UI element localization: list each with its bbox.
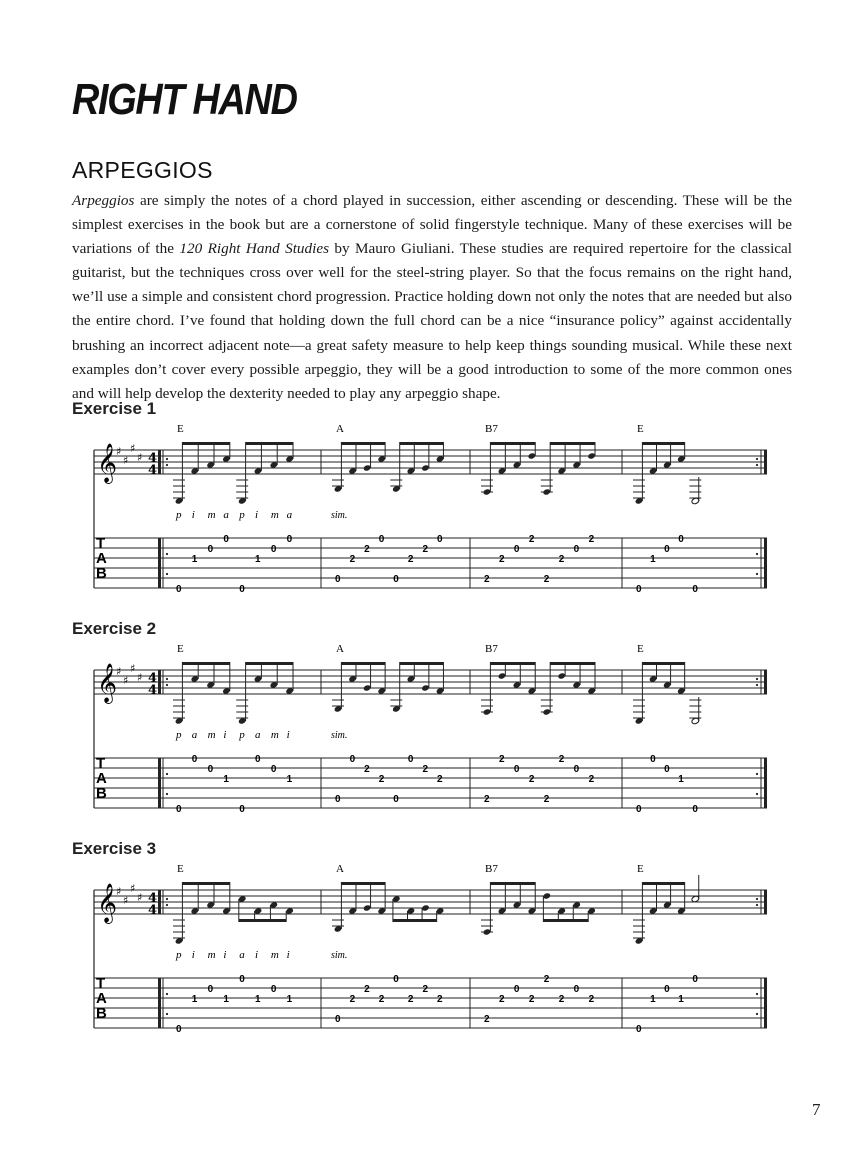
tab-fret-number: 2 bbox=[407, 994, 414, 1005]
sharp-icon: ♯ bbox=[116, 885, 122, 898]
sharp-icon: ♯ bbox=[137, 891, 143, 904]
exercise-2-title: Exercise 2 bbox=[72, 619, 157, 638]
sim-label: sim. bbox=[331, 950, 348, 961]
beam bbox=[246, 442, 293, 445]
beam bbox=[341, 442, 385, 445]
tab-fret-number: 2 bbox=[528, 534, 535, 545]
fingering-letter: m bbox=[207, 949, 216, 961]
sharp-icon: ♯ bbox=[137, 671, 143, 684]
tab-fret-number: 2 bbox=[543, 794, 550, 805]
fingering-letter: i bbox=[255, 949, 259, 961]
tab-fret-number: 0 bbox=[286, 534, 293, 545]
beam bbox=[182, 662, 229, 665]
beam bbox=[393, 919, 437, 922]
fingering-letter: i bbox=[223, 729, 227, 741]
fingering-letter: p bbox=[239, 729, 245, 741]
svg-text:4: 4 bbox=[148, 683, 158, 698]
tab-fret-number: 0 bbox=[335, 574, 341, 585]
tab-fret-number: 0 bbox=[650, 754, 656, 765]
tab-fret-number: 2 bbox=[498, 554, 505, 565]
page-number: 7 bbox=[812, 1100, 821, 1119]
tab-label: T bbox=[96, 755, 106, 772]
fingering-letter: a bbox=[239, 949, 245, 961]
tab-label: A bbox=[96, 990, 107, 1007]
fingering-letter: i bbox=[255, 509, 259, 521]
beam bbox=[642, 882, 684, 885]
chord-symbol: E bbox=[637, 423, 644, 435]
tab-fret-number: 2 bbox=[588, 534, 595, 545]
chord-symbol: E bbox=[637, 643, 644, 655]
tab-fret-number: 2 bbox=[378, 994, 385, 1005]
tab-fret-number: 0 bbox=[393, 794, 399, 805]
tab-fret-number: 2 bbox=[437, 994, 443, 1005]
tab-fret-number: 0 bbox=[573, 984, 580, 995]
exercise-2-notation bbox=[0, 640, 864, 840]
beam bbox=[239, 919, 286, 922]
beam bbox=[400, 662, 444, 665]
tab-fret-number: 0 bbox=[207, 764, 214, 775]
sharp-icon: ♯ bbox=[123, 674, 129, 687]
fingering-letter: a bbox=[223, 509, 229, 521]
fingering-letter: m bbox=[207, 509, 216, 521]
tab-fret-number: 0 bbox=[664, 544, 670, 555]
tab-fret-number: 1 bbox=[191, 994, 198, 1005]
tab-fret-number: 0 bbox=[407, 754, 414, 765]
tab-fret-number: 0 bbox=[270, 764, 277, 775]
beam bbox=[550, 662, 595, 665]
sim-label: sim. bbox=[331, 730, 348, 741]
tab-fret-number: 0 bbox=[270, 544, 277, 555]
tab-fret-number: 0 bbox=[664, 984, 670, 995]
sharp-icon: ♯ bbox=[130, 662, 136, 675]
beam bbox=[182, 442, 229, 445]
sim-label: sim. bbox=[331, 510, 348, 521]
fingering-letter: i bbox=[286, 729, 290, 741]
chord-symbol: A bbox=[336, 423, 344, 435]
beam bbox=[642, 662, 684, 665]
tab-fret-number: 0 bbox=[678, 534, 684, 545]
fingering-letter: m bbox=[207, 729, 216, 741]
fingering-letter: i bbox=[191, 949, 195, 961]
tab-fret-number: 1 bbox=[286, 994, 293, 1005]
fingering-letter: i bbox=[191, 509, 195, 521]
tab-fret-number: 0 bbox=[176, 584, 182, 595]
treble-clef-icon: 𝄞 bbox=[97, 663, 118, 703]
fingering-letter: p bbox=[176, 509, 182, 521]
tab-fret-number: 2 bbox=[422, 764, 429, 775]
tab-fret-number: 2 bbox=[364, 764, 370, 775]
tab-fret-number: 0 bbox=[176, 804, 182, 815]
tab-fret-number: 2 bbox=[558, 754, 565, 765]
tab-fret-number: 1 bbox=[255, 554, 261, 565]
tab-fret-number: 0 bbox=[239, 974, 245, 985]
fingering-letter: m bbox=[270, 509, 279, 521]
tab-fret-number: 2 bbox=[543, 974, 550, 985]
tab-fret-number: 2 bbox=[528, 774, 535, 785]
tab-fret-number: 0 bbox=[393, 574, 399, 585]
treble-clef-icon: 𝄞 bbox=[97, 443, 118, 483]
time-signature: 4 bbox=[148, 891, 158, 906]
sharp-icon: ♯ bbox=[116, 445, 122, 458]
sharp-icon: ♯ bbox=[123, 894, 129, 907]
beam bbox=[543, 919, 588, 922]
tab-fret-number: 2 bbox=[484, 794, 490, 805]
tab-fret-number: 0 bbox=[239, 804, 245, 815]
tab-label: B bbox=[96, 1005, 107, 1022]
beam bbox=[341, 662, 385, 665]
tab-fret-number: 1 bbox=[255, 994, 261, 1005]
fingering-letter: p bbox=[176, 729, 182, 741]
tab-fret-number: 1 bbox=[678, 774, 684, 785]
beam bbox=[400, 442, 444, 445]
fingering-letter: i bbox=[286, 949, 290, 961]
fingering-letter: a bbox=[286, 509, 293, 521]
fingering-letter: a bbox=[255, 729, 261, 741]
tab-fret-number: 0 bbox=[378, 534, 385, 545]
fingering-letter: i bbox=[223, 949, 227, 961]
tab-fret-number: 1 bbox=[286, 774, 293, 785]
tab-fret-number: 2 bbox=[498, 754, 505, 765]
tab-fret-number: 2 bbox=[498, 994, 505, 1005]
notation-group bbox=[94, 423, 767, 595]
tab-fret-number: 2 bbox=[528, 994, 535, 1005]
beam bbox=[182, 882, 229, 885]
tab-fret-number: 1 bbox=[191, 554, 198, 565]
tab-fret-number: 2 bbox=[543, 574, 550, 585]
tab-fret-number: 0 bbox=[176, 1024, 182, 1035]
tab-fret-number: 0 bbox=[349, 754, 356, 765]
chord-symbol: B7 bbox=[485, 863, 498, 875]
sharp-icon: ♯ bbox=[137, 451, 143, 464]
fingering-letter: p bbox=[176, 949, 182, 961]
tab-fret-number: 1 bbox=[223, 774, 229, 785]
tab-label: T bbox=[96, 975, 106, 992]
notation-group bbox=[94, 643, 767, 815]
tab-label: B bbox=[96, 565, 107, 582]
tab-fret-number: 0 bbox=[636, 804, 642, 815]
chord-symbol: A bbox=[336, 643, 344, 655]
tab-fret-number: 0 bbox=[692, 804, 698, 815]
tab-fret-number: 2 bbox=[364, 984, 370, 995]
tab-fret-number: 0 bbox=[239, 584, 245, 595]
tab-fret-number: 0 bbox=[513, 984, 520, 995]
chord-symbol: A bbox=[336, 863, 344, 875]
beam bbox=[490, 662, 535, 665]
tab-fret-number: 0 bbox=[393, 974, 399, 985]
tab-label: T bbox=[96, 535, 106, 552]
tab-label: A bbox=[96, 770, 107, 787]
exercise-1-notation bbox=[0, 420, 864, 620]
tab-fret-number: 2 bbox=[422, 984, 429, 995]
tab-fret-number: 0 bbox=[692, 974, 698, 985]
tab-fret-number: 2 bbox=[349, 554, 356, 565]
tab-fret-number: 0 bbox=[437, 534, 443, 545]
tab-fret-number: 0 bbox=[636, 584, 642, 595]
tab-fret-number: 0 bbox=[335, 1014, 341, 1025]
intro-paragraph: Arpeggios are simply the notes of a chord played in succession, either ascending or descending. These will be the simplest exercises in the book but are a cornerstone of solid fingerstyle technique. Many of these exercises will be variations of the 120 Right Hand Studies by Mauro Giuliani. These studies are required repertoire for the classical guitarist, but the techniques cross over well for the steel-string player. So that the focus remains on the right hand, we’ll use a simple and consistent chord progression. Practice holding down not only the notes that are needed but also the entire chord. I’ve found that holding down the full chord can be a nice “insurance policy” against accidentally brushing an incorrect adjacent note—a great safety measure to help keep things sounding musical. While these next examples don’t cover every possible arpeggio, they will be a good introduction to some of the more common ones and will help develop the dexterity needed to play any arpeggio shape. bbox=[72, 192, 792, 402]
chord-symbol: B7 bbox=[485, 643, 498, 655]
time-signature: 4 bbox=[148, 451, 158, 466]
beam bbox=[490, 442, 535, 445]
tab-fret-number: 1 bbox=[650, 994, 656, 1005]
tab-fret-number: 2 bbox=[558, 994, 565, 1005]
tab-fret-number: 2 bbox=[364, 544, 370, 555]
tab-fret-number: 2 bbox=[407, 554, 414, 565]
tab-fret-number: 0 bbox=[335, 794, 341, 805]
tab-fret-number: 0 bbox=[573, 764, 580, 775]
beam bbox=[490, 882, 535, 885]
tab-fret-number: 2 bbox=[588, 774, 595, 785]
tab-label: B bbox=[96, 785, 107, 802]
tab-fret-number: 0 bbox=[207, 984, 214, 995]
chord-symbol: E bbox=[177, 643, 184, 655]
chord-symbol: B7 bbox=[485, 423, 498, 435]
tab-fret-number: 2 bbox=[422, 544, 429, 555]
tab-fret-number: 2 bbox=[484, 574, 490, 585]
tab-fret-number: 2 bbox=[558, 554, 565, 565]
tab-fret-number: 2 bbox=[349, 994, 356, 1005]
fingering-letter: a bbox=[191, 729, 198, 741]
tab-fret-number: 0 bbox=[270, 984, 277, 995]
chord-symbol: E bbox=[637, 863, 644, 875]
fingering-letter: m bbox=[270, 729, 279, 741]
sharp-icon: ♯ bbox=[123, 454, 129, 467]
fingering-letter: p bbox=[239, 509, 245, 521]
beam bbox=[642, 442, 684, 445]
tab-fret-number: 0 bbox=[191, 754, 198, 765]
chapter-title: RIGHT HAND bbox=[72, 75, 297, 124]
svg-text:4: 4 bbox=[148, 463, 158, 478]
beam bbox=[246, 662, 293, 665]
tab-fret-number: 0 bbox=[664, 764, 670, 775]
sharp-icon: ♯ bbox=[130, 442, 136, 455]
chord-symbol: E bbox=[177, 863, 184, 875]
tab-fret-number: 1 bbox=[223, 994, 229, 1005]
tab-fret-number: 0 bbox=[573, 544, 580, 555]
sharp-icon: ♯ bbox=[130, 882, 136, 895]
beam bbox=[550, 442, 595, 445]
tab-fret-number: 0 bbox=[636, 1024, 642, 1035]
beam bbox=[341, 882, 385, 885]
tab-fret-number: 0 bbox=[207, 544, 214, 555]
exercise-3-notation bbox=[0, 860, 864, 1060]
tab-fret-number: 0 bbox=[513, 544, 520, 555]
treble-clef-icon: 𝄞 bbox=[97, 883, 118, 923]
tab-fret-number: 0 bbox=[513, 764, 520, 775]
tab-fret-number: 2 bbox=[378, 774, 385, 785]
sharp-icon: ♯ bbox=[116, 665, 122, 678]
fingering-letter: m bbox=[270, 949, 279, 961]
tab-fret-number: 0 bbox=[255, 754, 261, 765]
chord-symbol: E bbox=[177, 423, 184, 435]
notation-group bbox=[94, 863, 767, 1035]
tab-fret-number: 1 bbox=[650, 554, 656, 565]
tab-fret-number: 2 bbox=[484, 1014, 490, 1025]
tab-fret-number: 2 bbox=[588, 994, 595, 1005]
tab-fret-number: 2 bbox=[437, 774, 443, 785]
exercise-1-title: Exercise 1 bbox=[72, 399, 157, 418]
tab-fret-number: 0 bbox=[223, 534, 229, 545]
time-signature: 4 bbox=[148, 671, 158, 686]
exercise-3-title: Exercise 3 bbox=[72, 839, 157, 858]
tab-fret-number: 1 bbox=[678, 994, 684, 1005]
tab-fret-number: 0 bbox=[692, 584, 698, 595]
svg-text:4: 4 bbox=[148, 903, 158, 918]
section-title: ARPEGGIOS bbox=[72, 157, 213, 183]
tab-label: A bbox=[96, 550, 107, 567]
